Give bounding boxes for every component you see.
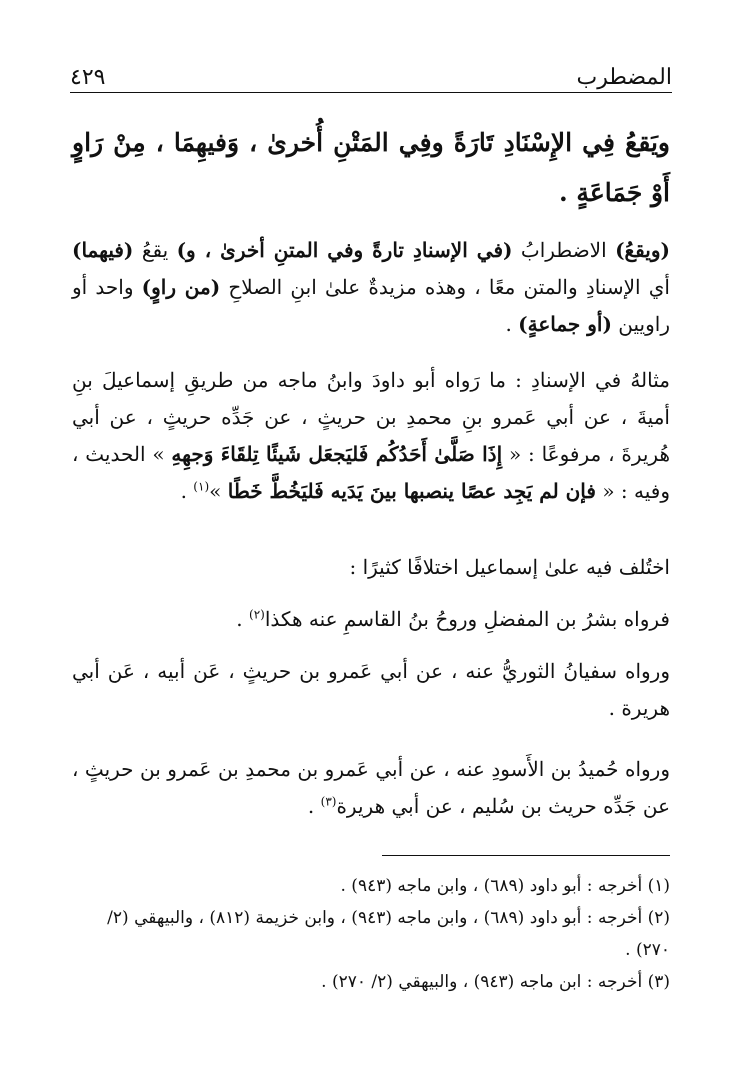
matn-text: ويَقعُ فِي الإِسْنَادِ تَارَةً وفِي المَتْنِ أُخرىٰ ، وَفيهِمَا ، مِنْ رَاوٍ أَوْ جَمَاعَةٍ .	[72, 128, 670, 207]
commentary-text: »	[209, 479, 228, 503]
footnote-ref-1[interactable]: (١)	[193, 479, 210, 494]
running-header	[70, 58, 672, 90]
footnote-2: (٢) أخرجه : أبو داود (٦٨٩) ، وابن ماجه (٩٤٣) ، وابن خزيمة (٨١٢) ، والبيهقي (٢/ ٢٧٠) .	[107, 908, 670, 960]
commentary-paragraph-2	[72, 362, 670, 510]
page-number: ٤٢٩	[70, 65, 106, 90]
commentary-text: فرواه بشرُ بن المفضلِ وروحُ بنُ القاسمِ عنه هكذا	[264, 607, 670, 631]
commentary-text: .	[236, 607, 250, 631]
commentary-text: الاضطرابُ	[512, 238, 616, 262]
commentary-text: يقعُ	[133, 238, 177, 262]
commentary-text: .	[180, 479, 194, 503]
footnote-separator	[382, 855, 670, 856]
matn-quote: (ويقعُ)	[615, 238, 670, 262]
commentary-text: أي الإسنادِ والمتن معًا ، وهذه مزيدةٌ علىٰ ابنِ الصلاحِ	[220, 275, 670, 299]
commentary-paragraph-5: ورواه سفيانُ الثوريُّ عنه ، عن أبي عَمرو بن حريثٍ ، عَن أبيه ، عَن أبي هريرة .	[72, 659, 670, 720]
commentary-paragraph-3: اختُلف فيه علىٰ إسماعيل اختلافًا كثيرًا :	[349, 555, 670, 579]
hadith-quote: إِذَا صَلَّىٰ أَحَدُكُم فَليَجعَل شَيئًا تِلقَاءَ وَجهِهِ	[171, 442, 503, 466]
commentary-paragraph-4	[72, 601, 670, 638]
footnote-1: (١) أخرجه : أبو داود (٦٨٩) ، وابن ماجه (٩٤٣) .	[340, 876, 670, 896]
commentary-text: ورواه حُميدُ بن الأَسودِ عنه ، عن أبي عَمرو بن محمدِ بن عَمرو بن حريثٍ ، عن جَدِّه حريث بن سُليم ، عن أبي هريرة	[72, 757, 671, 818]
footnote-3: (٣) أخرجه : ابن ماجه (٩٤٣) ، والبيهقي (٢/ ٢٧٠) .	[321, 972, 670, 992]
commentary-text: مثالهُ في الإسنادِ : ما رَواه أبو داودَ وابنُ ماجه من طريقِ إسماعيلَ بنِ أميةَ ، عن أبي عَمرو بنِ محمدِ بن حريثٍ ، عن جَدِّه حريثٍ ، عن أبي هُريرةَ ، مرفوعًا : «	[72, 368, 671, 466]
commentary-text: .	[307, 794, 321, 818]
footnote-ref-3[interactable]: (٣)	[320, 794, 337, 809]
matn-quote: (من راوٍ)	[141, 275, 221, 299]
chapter-title: المضطرب	[576, 65, 672, 90]
matn-quote: (أو جماعةٍ)	[518, 312, 612, 336]
commentary-text: .	[505, 312, 519, 336]
header-rule	[70, 92, 672, 93]
matn-quote: (في الإسنادِ تارةً وفي المتنِ أخرىٰ ، و)	[176, 238, 513, 262]
footnotes	[72, 870, 670, 998]
commentary-text: » الحديث ، وفيه : «	[72, 442, 670, 503]
footnote-ref-2[interactable]: (٢)	[249, 607, 265, 622]
hadith-quote: فإن لم يَجِد عصًا ينصبها بينَ يَدَيه فَليَخُطَّ خَطًا	[227, 479, 596, 503]
commentary-paragraph-6	[72, 751, 670, 825]
commentary-paragraph-1	[72, 232, 670, 343]
matn-quote: (فيهما)	[72, 238, 134, 262]
commentary-text: واحد أو راويين	[72, 275, 670, 336]
